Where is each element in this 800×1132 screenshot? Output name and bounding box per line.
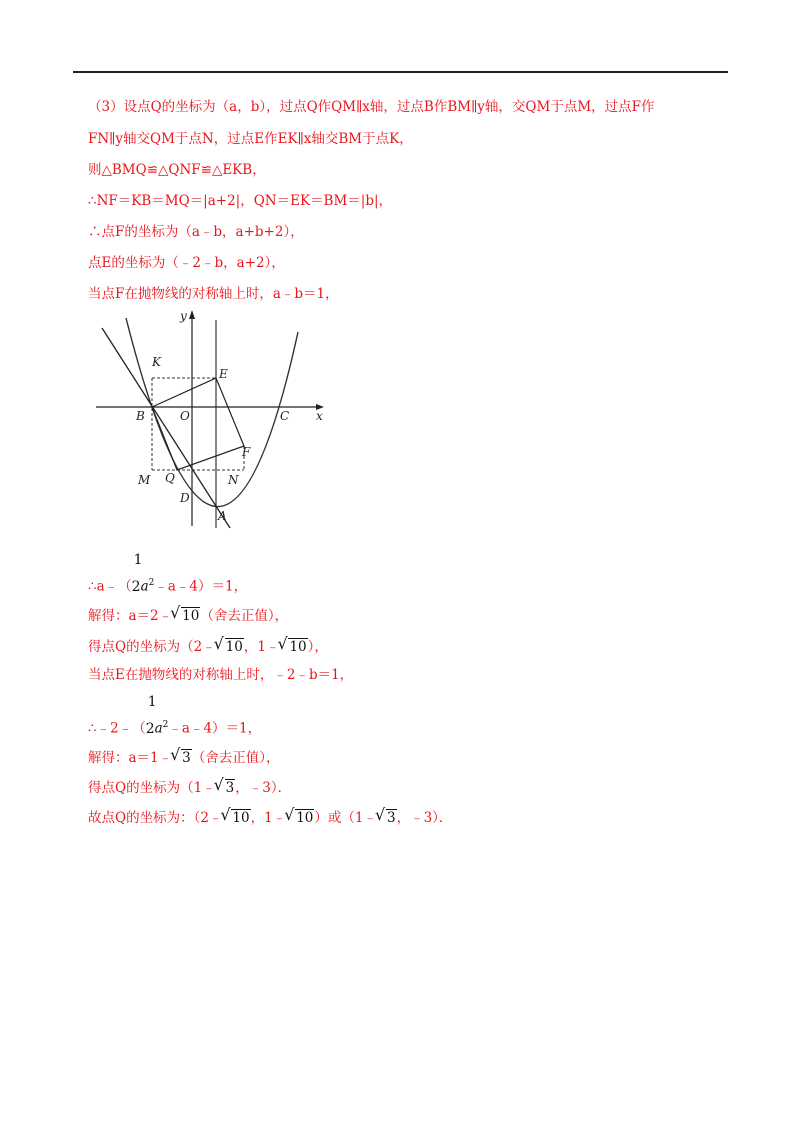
parabola-curve	[126, 318, 298, 507]
label-e: E	[219, 367, 228, 381]
eq1-frac-den: 2	[131, 578, 141, 595]
label-m: M	[138, 473, 151, 487]
label-a: A	[218, 509, 227, 523]
sqrt-10	[172, 607, 200, 625]
solution-1	[88, 607, 288, 625]
sqrt-radicand: 3	[386, 810, 396, 826]
sqrt-10	[222, 809, 250, 827]
eq1-sup: 2	[148, 578, 155, 588]
eq2-frac-num: 1	[147, 693, 157, 710]
text-line-6: 点E的坐标为（﹣2﹣b，a+2），	[88, 255, 285, 271]
sqrt-radicand: 3	[182, 750, 191, 766]
label-n: N	[228, 473, 239, 487]
label-d: D	[180, 491, 190, 505]
sqrt-10	[216, 638, 244, 656]
eq2-fraction	[145, 693, 157, 738]
sol1-b: （舍去正值），	[200, 608, 289, 624]
final-answer	[88, 809, 452, 827]
q1-a: 得点Q的坐标为（2﹣	[88, 639, 216, 655]
sqrt-3	[172, 749, 192, 767]
label-k: K	[152, 355, 161, 369]
q2-a: 得点Q的坐标为（1﹣	[88, 780, 216, 796]
label-b: B	[136, 409, 145, 423]
text-line-1: （3）设点Q的坐标为（a，b），过点Q作QM∥x轴，过点B作BM∥y轴，交QM于点M，过点F作	[88, 99, 655, 115]
final-c: ）或（1﹣	[314, 810, 377, 826]
sqrt-10	[286, 809, 314, 827]
y-axis-arrow	[189, 310, 195, 319]
label-x: x	[316, 409, 323, 423]
label-o: O	[180, 409, 190, 423]
header-rule	[73, 71, 728, 73]
text-line-7: 当点F在抛物线的对称轴上时，a﹣b＝1，	[88, 286, 339, 302]
eq2-prefix: ∴﹣2﹣（	[88, 720, 146, 737]
sol2-b: （舍去正值），	[191, 750, 280, 766]
q2-b: ，﹣3）．	[235, 780, 292, 796]
eq2-tail: ﹣a﹣4）＝1，	[168, 720, 262, 737]
eq2-frac-den: 2	[145, 720, 155, 737]
eq1-tail: ﹣a﹣4）＝1，	[154, 578, 248, 595]
point-q-2	[88, 779, 291, 797]
point-q-1	[88, 638, 328, 656]
sqrt-radicand: 3	[225, 780, 235, 796]
text-line-2: FN∥y轴交QM于点N，过点E作EK∥x轴交BM于点K，	[88, 131, 413, 147]
text-line-3: 则△BMQ≌△QNF≌△EKB，	[88, 162, 266, 178]
sol1-a: 解得：a＝2﹣	[88, 608, 173, 624]
sqrt-3	[377, 809, 397, 827]
eq2-sup: 2	[162, 720, 169, 730]
final-d: ，﹣3）．	[396, 810, 453, 826]
line-bda	[102, 328, 230, 528]
sqrt-3	[216, 779, 236, 797]
eq1-fraction	[131, 551, 143, 596]
final-b: ，1﹣	[250, 810, 287, 826]
square-befq	[152, 378, 244, 470]
eq1-prefix: ∴a﹣（	[88, 578, 132, 595]
eq2-var: a	[154, 720, 163, 737]
text-line-4: ∴NF＝KB＝MQ＝|a+2|，QN＝EK＝BM＝|b|，	[88, 193, 393, 209]
q1-c: ），	[307, 639, 328, 655]
parabola-figure	[92, 306, 342, 530]
label-q: Q	[165, 471, 175, 485]
label-c: C	[280, 409, 290, 423]
label-y: y	[180, 309, 187, 323]
text-line-8: 当点E在抛物线的对称轴上时，﹣2﹣b＝1，	[88, 667, 354, 683]
equation-1	[88, 551, 248, 596]
sqrt-10	[279, 638, 307, 656]
sqrt-radicand: 10	[182, 608, 200, 624]
solution-2	[88, 749, 279, 767]
sol2-a: 解得：a＝1﹣	[88, 750, 173, 766]
sqrt-radicand: 10	[225, 639, 243, 655]
label-f: F	[242, 445, 251, 459]
sqrt-radicand: 10	[289, 639, 307, 655]
q1-b: ，1﹣	[243, 639, 280, 655]
sqrt-radicand: 10	[296, 810, 314, 826]
eq1-frac-num: 1	[133, 551, 143, 568]
eq1-var: a	[140, 578, 149, 595]
text-line-5: ∴点F的坐标为（a﹣b，a+b+2），	[88, 224, 304, 240]
equation-2	[88, 693, 262, 738]
final-a: 故点Q的坐标为：（2﹣	[88, 810, 223, 826]
sqrt-radicand: 10	[232, 810, 250, 826]
